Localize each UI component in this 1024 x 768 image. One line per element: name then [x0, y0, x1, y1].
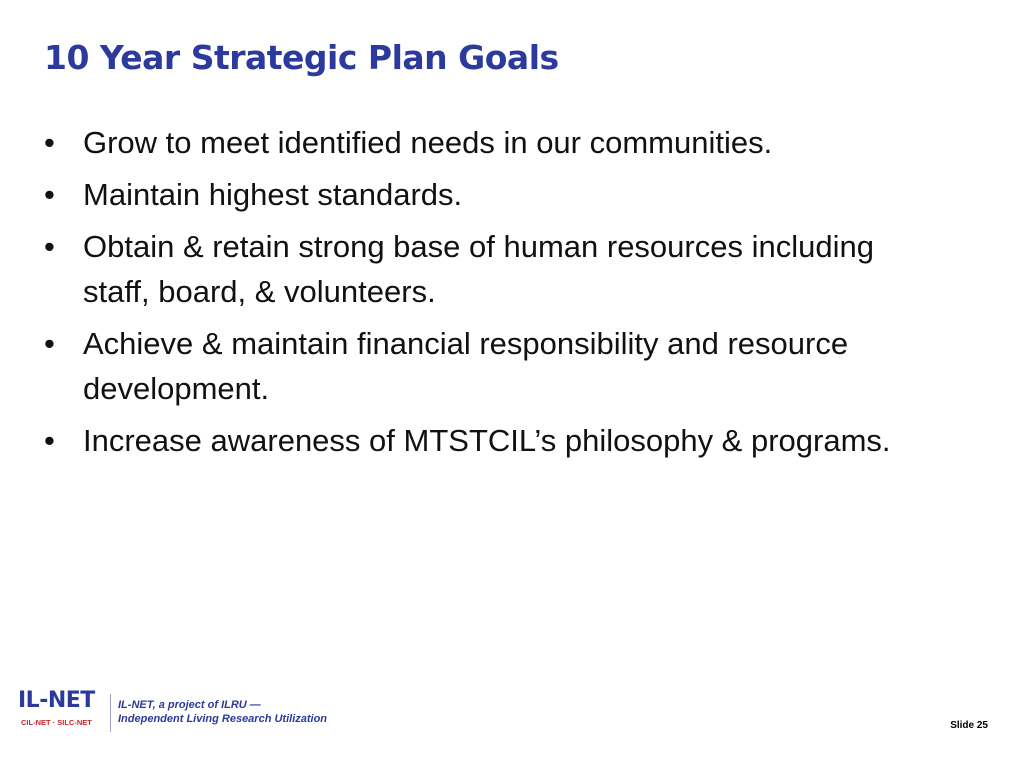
bullet-list [44, 120, 944, 470]
bullet-dot: • [44, 326, 55, 361]
bullet-item [44, 172, 944, 217]
bullet-text: Grow to meet identified needs in our communities. [83, 125, 773, 160]
bullet-text: Achieve & maintain financial responsibility and resource development. [83, 326, 849, 406]
logo-divider [110, 694, 111, 732]
bullet-item [44, 321, 944, 411]
logo-tagline-line1: IL-NET, a project of ILRU — [118, 699, 261, 711]
bullet-dot: • [44, 229, 55, 264]
slide-title: 10 Year Strategic Plan Goals [44, 38, 559, 77]
logo-tagline [118, 698, 327, 726]
bullet-item [44, 224, 944, 314]
bullet-item [44, 418, 944, 463]
bullet-item [44, 120, 944, 165]
slide-number: Slide 25 [950, 720, 988, 731]
bullet-text: Maintain highest standards. [83, 177, 463, 212]
bullet-dot: • [44, 177, 55, 212]
ilnet-logo [18, 688, 328, 738]
logo-main-text: IL-NET [18, 688, 95, 713]
bullet-dot: • [44, 423, 55, 458]
ilnet-logo-mark [18, 688, 95, 734]
bullet-dot: • [44, 125, 55, 160]
bullet-text: Obtain & retain strong base of human resources including staff, board, & volunteers. [83, 229, 874, 309]
bullet-text: Increase awareness of MTSTCIL’s philosophy & programs. [83, 423, 891, 458]
logo-sub-text: CIL-NET · SILC-NET [21, 718, 92, 727]
logo-tagline-line2: Independent Living Research Utilization [118, 713, 328, 725]
